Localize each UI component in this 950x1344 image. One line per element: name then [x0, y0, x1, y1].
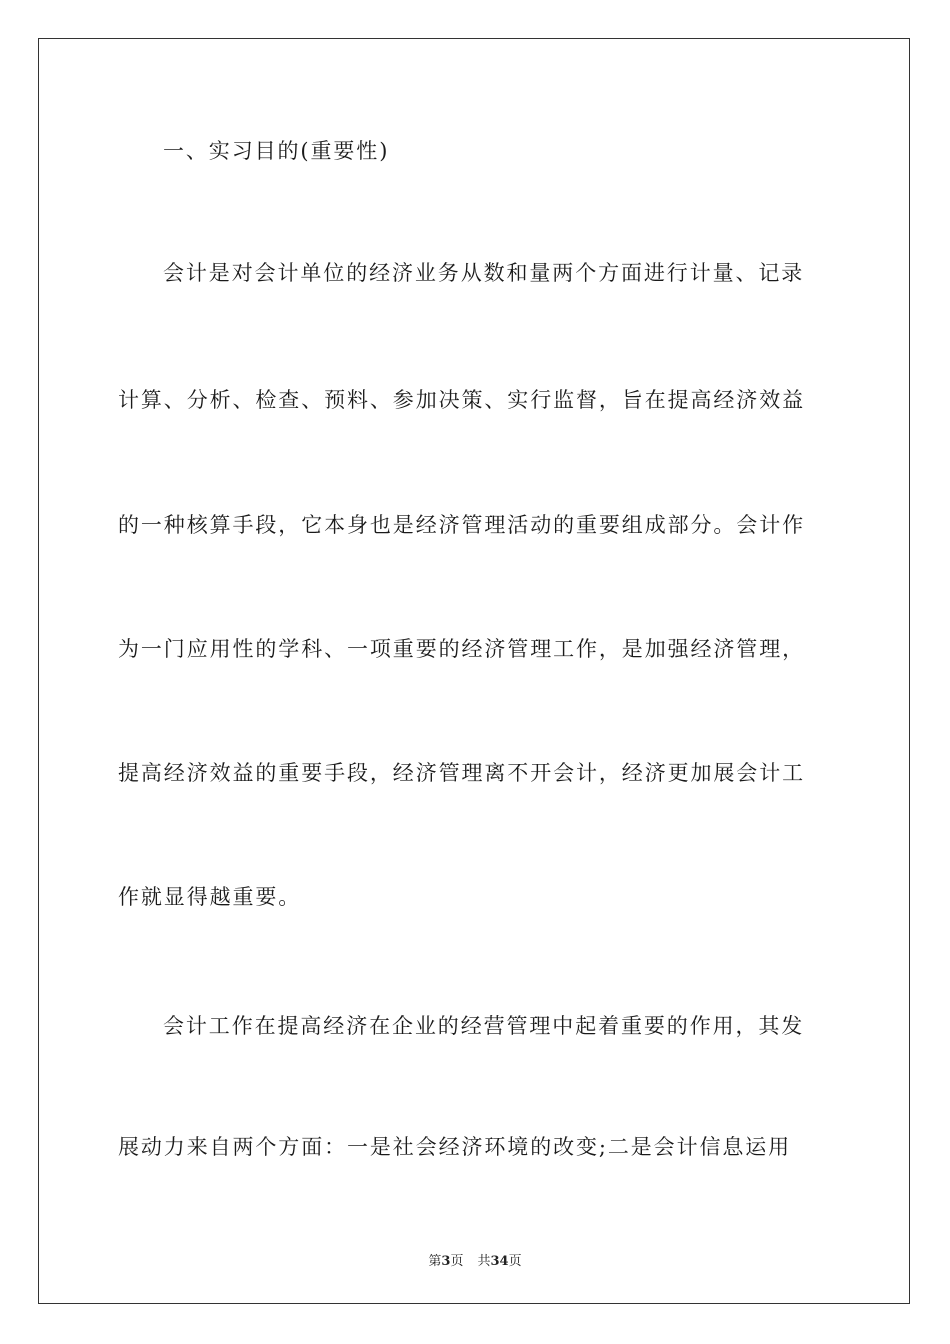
paragraph-1-line-4: 为一门应用性的学科、一项重要的经济管理工作，是加强经济管理，	[118, 637, 805, 661]
paragraph-1-line-3: 的一种核算手段，它本身也是经济管理活动的重要组成部分。会计作	[118, 513, 805, 537]
paragraph-2-line-2: 展动力来自两个方面：一是社会经济环境的改变;二是会计信息运用	[118, 1135, 792, 1159]
paragraph-1-line-5: 提高经济效益的重要手段，经济管理离不开会计，经济更加展会计工	[118, 761, 805, 785]
page-suffix: 页	[450, 1254, 464, 1269]
total-prefix: 共	[477, 1254, 491, 1269]
section-heading: 一、实习目的(重要性)	[163, 139, 390, 163]
total-suffix: 页	[508, 1254, 522, 1269]
paragraph-2-line-1: 会计工作在提高经济在企业的经营管理中起着重要的作用，其发	[163, 1014, 805, 1038]
page-number: 3	[441, 1254, 451, 1269]
paragraph-1-line-6: 作就显得越重要。	[118, 885, 302, 909]
page-prefix: 第	[428, 1254, 442, 1269]
page-footer	[0, 1250, 950, 1269]
paragraph-1-line-2: 计算、分析、检查、预料、参加决策、实行监督，旨在提高经济效益	[118, 388, 805, 412]
page-border	[38, 38, 910, 1304]
total-pages: 34	[490, 1254, 509, 1269]
paragraph-1-line-1: 会计是对会计单位的经济业务从数和量两个方面进行计量、记录	[163, 261, 805, 285]
